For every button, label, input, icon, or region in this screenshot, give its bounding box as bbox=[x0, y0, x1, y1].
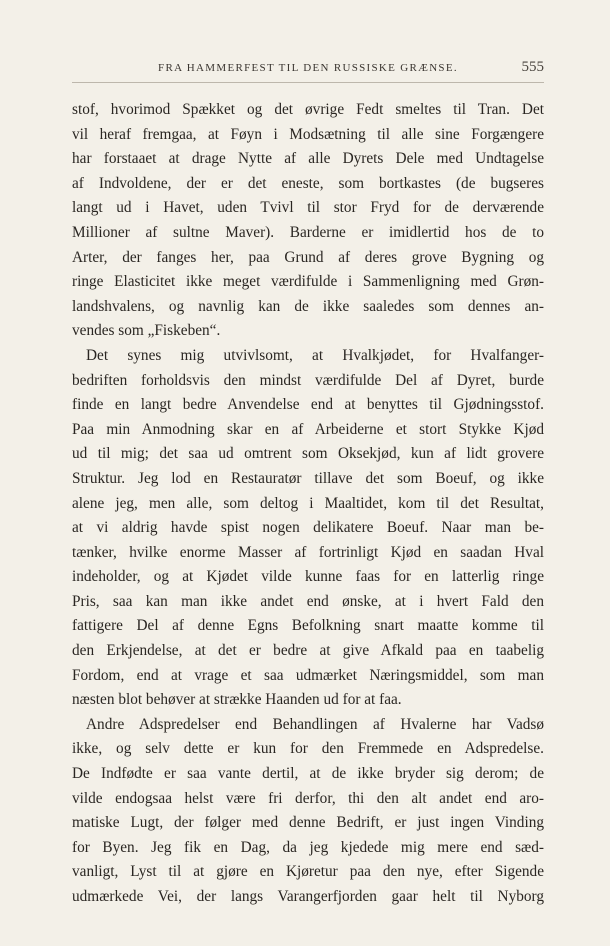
text-line: Paa min Anmodning skar en af Arbeiderne et stort Stykke Kjød bbox=[72, 420, 544, 438]
text-line: Arter, der fanges her, paa Grund af deres grove Bygning og bbox=[72, 248, 544, 266]
header-rule bbox=[72, 82, 544, 83]
text-line: fattigere Del af denne Egns Befolkning snart maatte komme til bbox=[72, 617, 544, 635]
text-line: Andre Adspredelser end Behandlingen af Hvalerne har Vadsø bbox=[86, 715, 544, 733]
text-line: Fordom, end at vrage et saa udmærket Næringsmiddel, som man bbox=[72, 666, 544, 684]
running-title: FRA HAMMERFEST TIL DEN RUSSISKE GRÆNSE. bbox=[158, 62, 458, 74]
text-line: vilde endogsaa helst være fri derfor, thi den alt andet end aro- bbox=[72, 789, 544, 807]
text-line: at vi aldrig havde spist nogen delikatere Boeuf. Naar man be- bbox=[72, 519, 544, 537]
text-line: af Indvoldene, der er det eneste, som bortkastes (de bugseres bbox=[72, 174, 544, 192]
body-text bbox=[72, 98, 544, 910]
text-line: Det synes mig utvivlsomt, at Hvalkjødet, for Hvalfanger- bbox=[86, 346, 544, 364]
text-line: for Byen. Jeg fik en Dag, da jeg kjedede mig mere end sæd- bbox=[72, 838, 544, 856]
text-line: Millioner af sultne Maver). Barderne er imidlertid hos de to bbox=[72, 223, 544, 241]
text-line: ud til mig; det saa ud omtrent som Oksekjød, kun af lidt grovere bbox=[72, 445, 544, 463]
page-header bbox=[72, 59, 544, 80]
text-line: den Erkjendelse, at det er bedre at give Afkald paa en taabelig bbox=[72, 642, 544, 660]
text-line: landshvalens, og navnlig kan de ikke saaledes som dennes an- bbox=[72, 297, 544, 315]
text-line: vil heraf fremgaa, at Føyn i Modsætning til alle sine Forgængere bbox=[72, 125, 544, 143]
text-line: stof, hvorimod Spækket og det øvrige Fedt smeltes til Tran. Det bbox=[72, 101, 544, 118]
text-line: ringe Elasticitet ikke meget værdifulde i Sammenligning med Grøn- bbox=[72, 273, 544, 291]
text-line: finde en langt bedre Anvendelse end at benyttes til Gjødningsstof. bbox=[72, 396, 544, 414]
text-line: næsten blot behøver at strække Haanden ud for at faa. bbox=[72, 691, 402, 709]
text-line: langt ud i Havet, uden Tvivl til stor Fryd for de derværende bbox=[72, 199, 544, 217]
text-line: har forstaaet at drage Nytte af alle Dyrets Dele med Undtagelse bbox=[72, 150, 544, 168]
text-line: bedriften forholdsvis den mindst værdifulde Del af Dyret, burde bbox=[72, 371, 544, 389]
text-line: De Indfødte er saa vante dertil, at de ikke bryder sig derom; de bbox=[72, 765, 544, 783]
text-line: Struktur. Jeg lod en Restauratør tillave det som Boeuf, og ikke bbox=[72, 469, 544, 487]
text-line: ikke, og selv dette er kun for den Fremmede en Adspredelse. bbox=[72, 740, 544, 758]
text-line: vendes som „Fiskeben“. bbox=[72, 322, 221, 340]
text-line: udmærkede Vei, der langs Varangerfjorden gaar helt til Nyborg bbox=[72, 888, 544, 905]
text-line: matiske Lugt, der følger med denne Bedrift, er just ingen Vinding bbox=[72, 814, 544, 832]
text-line: Pris, saa kan man ikke andet end ønske, at i hvert Fald den bbox=[72, 592, 544, 610]
text-line: vanligt, Lyst til at gjøre en Kjøretur paa den nye, efter Sigende bbox=[72, 863, 544, 881]
text-line: indeholder, og at Kjødet vilde kunne faas for en latterlig ringe bbox=[72, 568, 544, 586]
page-number: 555 bbox=[521, 59, 544, 75]
text-line: tænker, hvilke enorme Masser af fortrinligt Kjød en saadan Hval bbox=[72, 543, 544, 561]
text-line: alene jeg, men alle, som deltog i Maaltidet, kom til det Resultat, bbox=[72, 494, 544, 512]
